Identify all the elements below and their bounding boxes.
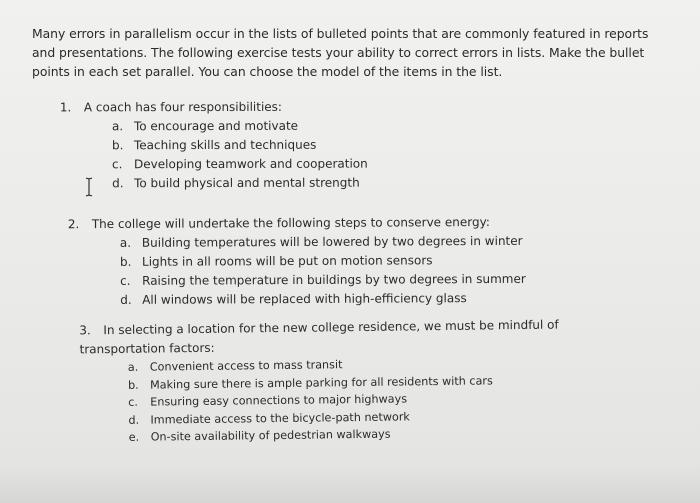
item-text: Developing teamwork and cooperation: [134, 156, 368, 172]
item-text: Immediate access to the bicycle-path network: [150, 410, 410, 427]
item-text: Ensuring easy connections to major highways: [150, 392, 408, 409]
item-text: To encourage and motivate: [133, 118, 299, 134]
answer-list: [120, 232, 526, 310]
question-text: A coach has four responsibilities:: [83, 99, 282, 115]
item-text: On-site availability of pedestrian walkways: [150, 428, 391, 444]
item-text: Building temperatures will be lowered by two degrees in winter: [141, 233, 523, 250]
list-item: [112, 136, 368, 156]
question-number: 1.: [59, 100, 72, 115]
question-3: [79, 315, 640, 448]
item-letter: a.: [111, 119, 124, 134]
item-letter: a.: [127, 360, 139, 374]
list-item: [120, 289, 526, 310]
item-letter: a.: [119, 235, 132, 250]
item-letter: d.: [112, 176, 124, 191]
list-item: [120, 251, 526, 272]
item-letter: c.: [128, 395, 139, 410]
list-item: [112, 117, 368, 137]
item-text: Teaching skills and techniques: [133, 137, 317, 153]
question-2: [68, 213, 526, 310]
question-1: [60, 98, 368, 194]
answer-list: [112, 117, 368, 194]
item-text: Raising the temperature in buildings by two degrees in summer: [142, 271, 526, 288]
question-stem: [60, 98, 368, 118]
item-text: Convenient access to mass transit: [149, 358, 343, 374]
question-number: 3.: [79, 323, 91, 338]
item-letter: b.: [119, 254, 132, 269]
item-letter: d.: [128, 413, 140, 427]
answer-list: [128, 353, 641, 447]
question-text: The college will undertake the following steps to conserve energy:: [91, 214, 490, 232]
item-letter: b.: [127, 378, 139, 392]
item-text: Making sure there is ample parking for all residents with cars: [149, 373, 493, 392]
question-text: In selecting a location for the new college residence, we must be mindful of transportation factors:: [79, 317, 559, 357]
item-text: Lights in all rooms will be put on motion sensors: [141, 253, 433, 269]
list-item: [112, 174, 368, 194]
item-text: To build physical and mental strength: [134, 175, 360, 191]
item-letter: b.: [111, 138, 124, 153]
item-letter: e.: [128, 431, 140, 445]
text-cursor-icon: [84, 177, 94, 197]
list-item: [120, 232, 526, 253]
item-letter: c.: [112, 157, 123, 172]
item-text: All windows will be replaced with high-efficiency glass: [142, 291, 467, 307]
list-item: [120, 270, 526, 291]
question-number: 2.: [67, 217, 80, 232]
item-letter: d.: [120, 292, 132, 307]
question-stem: [68, 213, 526, 234]
list-item: [112, 155, 368, 175]
item-letter: c.: [120, 273, 131, 288]
intro-paragraph: Many errors in parallelism occur in the lists of bulleted points that are commonly featured in reports and presentations. The following exercise tests your ability to correct errors in lists. Make the bullet points in each set parallel. You can choose the model of the items in the list.: [32, 26, 649, 79]
